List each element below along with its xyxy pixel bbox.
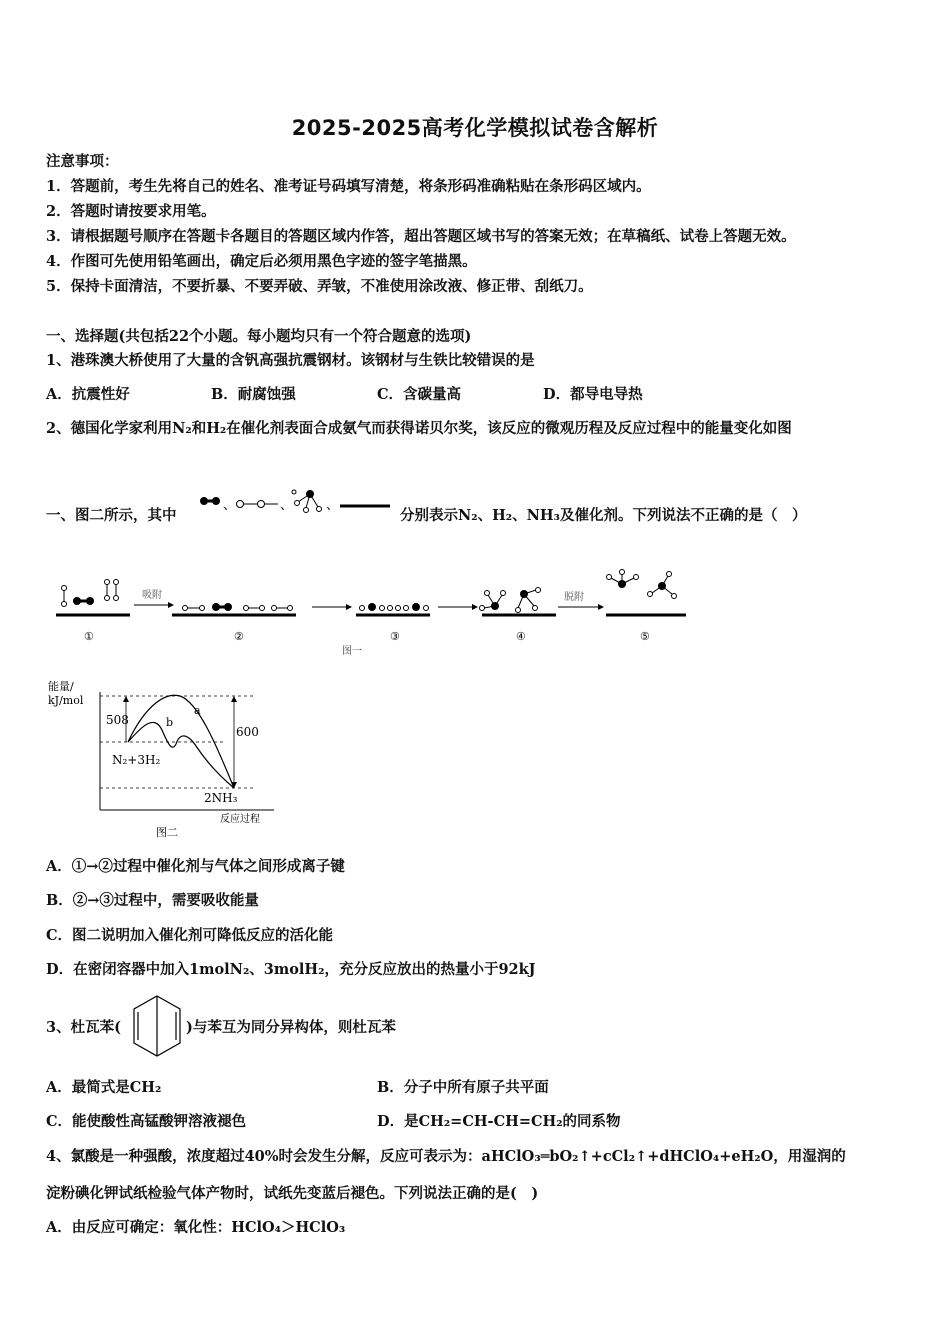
q4-stem-line1: 4、氯酸是一种强酸，浓度超过40%时会发生分解，反应可表示为：aHClO₃═bO₂↑+cCl₂↑+dHClO₄+eH₂O，用湿润的 [46, 1148, 846, 1165]
reactant-label: N₂+3H₂ [112, 753, 161, 767]
q4-stem-line2: 淀粉碘化钾试纸检验气体产物时，试纸先变蓝后褪色。下列说法正确的是( ) [46, 1185, 539, 1202]
step-5-label: ⑤ [640, 630, 650, 643]
notice-item: 2．答题时请按要求用笔。 [46, 203, 216, 220]
q2-option-c[interactable]: C．图二说明加入催化剂可降低反应的活化能 [46, 927, 334, 944]
q1-option-c[interactable]: C．含碳量高 [377, 386, 462, 403]
figure-1-diagram [50, 568, 695, 660]
q2-option-b[interactable]: B．②→③过程中，需要吸收能量 [46, 892, 259, 909]
q3-stem-b: )与苯互为同分异构体，则杜瓦苯 [186, 1019, 396, 1036]
q3-stem-a: 3、杜瓦苯( [46, 1019, 121, 1036]
curve-a-label: a [194, 704, 201, 717]
svg-text:、: 、 [326, 498, 340, 513]
page-title: 2025-2025高考化学模拟试卷含解析 [291, 116, 659, 140]
notice-item: 3．请根据题号顺序在答题卡各题目的答题区域内作答，超出答题区域书写的答案无效；在草稿纸、试卷上答题无效。 [46, 228, 796, 245]
step-4-label: ④ [516, 630, 526, 643]
step-2-label: ② [234, 630, 244, 643]
notice-item: 1．答题前，考生先将自己的姓名、准考证号码填写清楚，将条形码准确粘贴在条形码区域内。 [46, 178, 651, 195]
notice-item: 4．作图可先使用铅笔画出，确定后必须用黑色字迹的签字笔描黑。 [46, 253, 477, 270]
dewar-benzene-structure-icon [128, 992, 186, 1062]
x-axis-label: 反应过程 [220, 814, 260, 825]
adsorb-label: 吸附 [142, 590, 162, 601]
q3-option-c[interactable]: C．能使酸性高锰酸钾溶液褪色 [46, 1113, 247, 1130]
step-3-label: ③ [390, 630, 400, 643]
value-508: 508 [106, 713, 129, 727]
molecule-legend-icon [198, 484, 398, 524]
y-axis-label-2: kJ/mol [48, 694, 84, 707]
desorb-label: 脱附 [564, 592, 584, 603]
q1-option-d[interactable]: D．都导电导热 [543, 386, 643, 403]
q2-stem-line2b: 分别表示N₂、H₂、NH₃及催化剂。下列说法不正确的是（ ） [400, 507, 807, 524]
figure-2-energy-diagram [46, 674, 286, 844]
q2-option-a[interactable]: A．①→②过程中催化剂与气体之间形成离子键 [46, 858, 345, 875]
q4-option-a[interactable]: A．由反应可确定：氧化性：HClO₄＞HClO₃ [46, 1219, 346, 1236]
product-label: 2NH₃ [204, 791, 238, 805]
step-1-label: ① [84, 630, 94, 643]
y-axis-label-1: 能量/ [48, 680, 74, 693]
q1-option-a[interactable]: A．抗震性好 [46, 386, 130, 403]
q1-option-b[interactable]: B．耐腐蚀强 [211, 386, 296, 403]
q2-option-d[interactable]: D．在密闭容器中加入1molN₂、3molH₂，充分反应放出的热量小于92kJ [46, 961, 536, 978]
svg-text:、: 、 [223, 498, 237, 513]
q3-option-a[interactable]: A．最简式是CH₂ [46, 1079, 162, 1096]
svg-text:、: 、 [280, 498, 294, 513]
q3-option-d[interactable]: D．是CH₂=CH-CH=CH₂的同系物 [377, 1113, 621, 1130]
figure-1-caption: 图一 [342, 646, 362, 657]
section-heading: 一、选择题(共包括22个小题。每小题均只有一个符合题意的选项) [46, 328, 472, 345]
notice-item: 5．保持卡面清洁，不要折暴、不要弄破、弄皱，不准使用涂改液、修正带、刮纸刀。 [46, 278, 593, 295]
value-600: 600 [236, 725, 259, 739]
notice-heading: 注意事项： [46, 153, 119, 170]
figure-2-caption: 图二 [156, 826, 178, 839]
q1-stem: 1、港珠澳大桥使用了大量的含钒高强抗震钢材。该钢材与生铁比较错误的是 [46, 352, 535, 369]
q2-stem-line2a: 一、图二所示，其中 [46, 507, 177, 524]
q3-option-b[interactable]: B．分子中所有原子共平面 [377, 1079, 549, 1096]
curve-b-label: b [166, 716, 174, 729]
q2-stem-line1: 2、德国化学家利用N₂和H₂在催化剂表面合成氨气而获得诺贝尔奖，该反应的微观历程及反应过程中的能量变化如图 [46, 420, 792, 437]
